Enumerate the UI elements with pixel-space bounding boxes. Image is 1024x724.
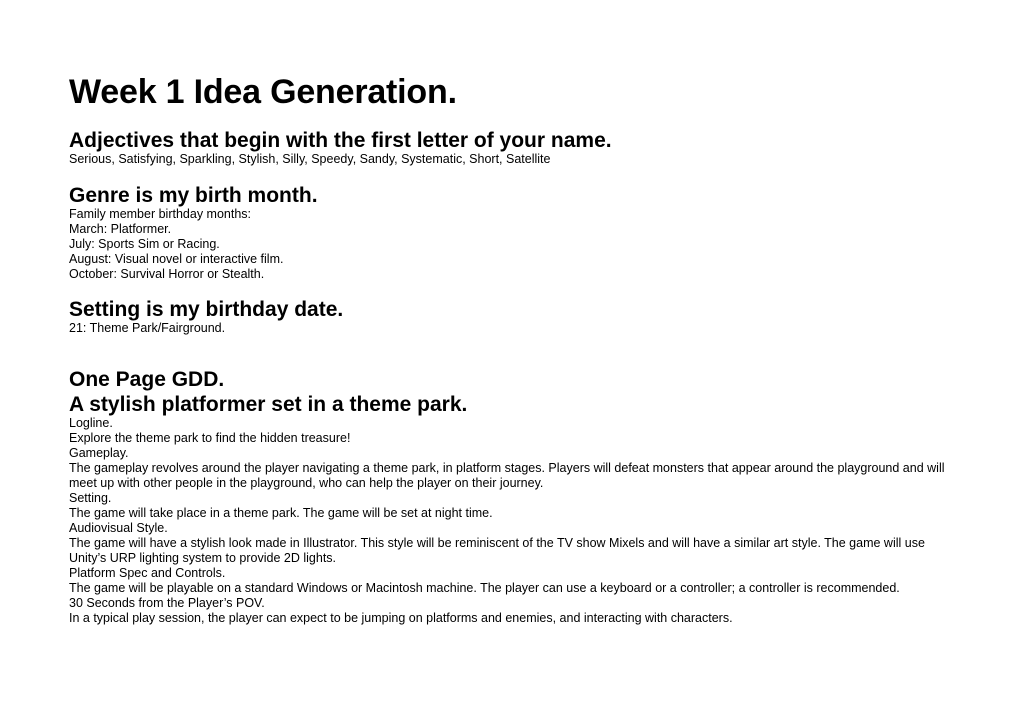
genre-line: March: Platformer. xyxy=(69,222,172,236)
genre-line: July: Sports Sim or Racing. xyxy=(69,237,220,251)
gdd-gameplay-label: Gameplay. xyxy=(69,446,129,460)
adjectives-list: Serious, Satisfying, Sparkling, Stylish, Silly, Speedy, Sandy, Systematic, Short, Satellite xyxy=(69,152,551,166)
genre-line: Family member birthday months: xyxy=(69,207,252,221)
genre-heading: Genre is my birth month. xyxy=(69,184,318,207)
gdd-pov-text: In a typical play session, the player can expect to be jumping on platforms and enemies, and interacting with characters. xyxy=(69,611,733,625)
document-page xyxy=(69,72,969,626)
gdd-setting-text: The game will take place in a theme park. The game will be set at night time. xyxy=(69,506,493,520)
page-title: Week 1 Idea Generation. xyxy=(69,73,457,111)
gdd-logline-text: Explore the theme park to find the hidden treasure! xyxy=(69,431,351,445)
genre-section xyxy=(69,184,969,282)
gdd-platform-text: The game will be playable on a standard Windows or Macintosh machine. The player can use a keyboard or a controller; a controller is recommended. xyxy=(69,581,900,595)
setting-section xyxy=(69,298,969,336)
gdd-section xyxy=(69,368,969,626)
adjectives-section xyxy=(69,129,969,167)
gdd-subheading: A stylish platformer set in a theme park. xyxy=(69,393,468,416)
gdd-pov-label: 30 Seconds from the Player’s POV. xyxy=(69,596,265,610)
gdd-gameplay-text: The gameplay revolves around the player navigating a theme park, in platform stages. Players will defeat monsters that appear around the playground and will meet up with other people in the playground, who can help the player on their journey. xyxy=(69,461,945,490)
adjectives-heading: Adjectives that begin with the first letter of your name. xyxy=(69,129,612,152)
genre-line: October: Survival Horror or Stealth. xyxy=(69,267,265,281)
gdd-heading: One Page GDD. xyxy=(69,368,225,391)
setting-heading: Setting is my birthday date. xyxy=(69,298,344,321)
genre-line: August: Visual novel or interactive film. xyxy=(69,252,284,266)
gdd-setting-label: Setting. xyxy=(69,491,112,505)
gdd-logline-label: Logline. xyxy=(69,416,113,430)
setting-text: 21: Theme Park/Fairground. xyxy=(69,321,226,335)
gdd-platform-label: Platform Spec and Controls. xyxy=(69,566,226,580)
gdd-audiovisual-text: The game will have a stylish look made in Illustrator. This style will be reminiscent of the TV show Mixels and will have a similar art style. The game will use Unity’s URP lighting system to provide 2D lights. xyxy=(69,536,925,565)
gdd-audiovisual-label: Audiovisual Style. xyxy=(69,521,168,535)
